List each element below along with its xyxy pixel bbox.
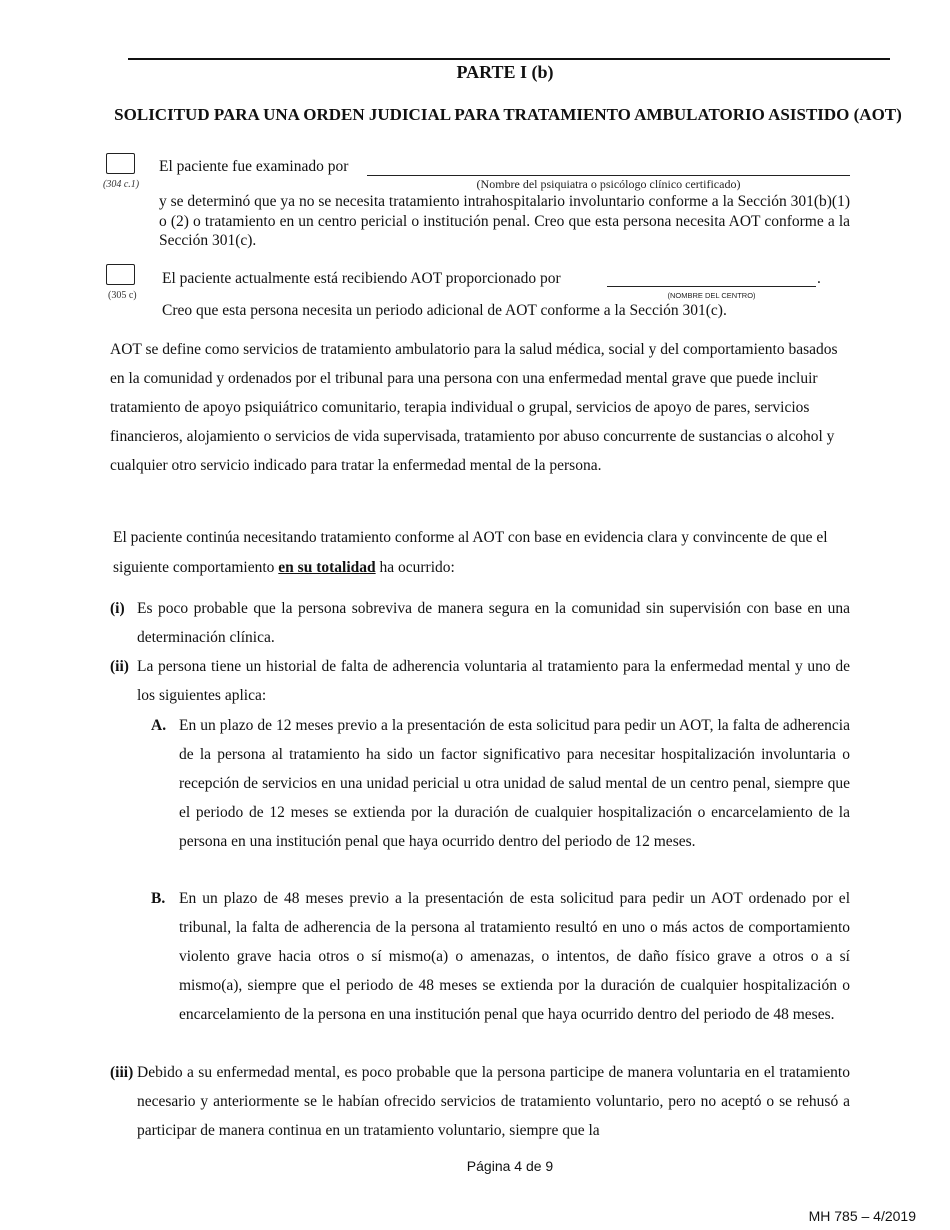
- aot-definition: AOT se define como servicios de tratamiento ambulatorio para la salud médica, social y del comportamiento basados en la comunidad y ordenados por el tribunal para una persona con una enfermedad mental grave que puede incluir tratamiento de apoyo psiquiátrico comunitario, terapia individual o grupal, servicios de apoyo de pares, servicios financieros, alojamiento o servicios de vida supervisada, tratamiento por abuso concurrente de sustancias o alcohol y cualquier otro servicio indicado para tratar la enfermedad mental de la persona.: [110, 341, 838, 474]
- criterion-ii-marker: (ii): [110, 658, 129, 675]
- criterion-a-text: En un plazo de 12 meses previo a la presentación de esta solicitud para pedir un AOT, la falta de adherencia de la persona al tratamiento ha sido un factor significativo para necesitar hospitalización involuntaria o recepción de servicios en una unidad pericial u otra unidad de salud mental de un centro penal, siempre que el periodo de 12 meses se extienda por la duración de cualquier hospitalización o encarcelamiento de la persona en una institución penal que haya ocurrido dentro del periodo de 12 meses.: [179, 717, 850, 850]
- criterion-iii-marker: (iii): [110, 1064, 134, 1081]
- checkbox-305-c[interactable]: [106, 264, 135, 285]
- page-number: Página 4 de 9: [466, 1158, 554, 1174]
- document-title: SOLICITUD PARA UNA ORDEN JUDICIAL PARA TRATAMIENTO AMBULATORIO ASISTIDO (AOT): [114, 105, 902, 124]
- code-305-c: (305 c): [108, 290, 137, 301]
- criteria-intro-after: ha ocurrido:: [375, 558, 455, 576]
- top-rule: [128, 58, 890, 60]
- checkbox-304-c1[interactable]: [106, 153, 135, 174]
- criteria-intro-before: El paciente continúa necesitando tratamiento conforme al AOT con base en evidencia clara y convincente de que el siguiente comportamiento: [113, 529, 828, 576]
- center-name-field[interactable]: [607, 286, 816, 287]
- option2-period: .: [817, 270, 821, 287]
- option1-lead: El paciente fue examinado por: [159, 158, 349, 175]
- criterion-i-text: Es poco probable que la persona sobreviva de manera segura en la comunidad sin supervisión con base en una determinación clínica.: [137, 600, 850, 646]
- criterion-i-marker: (i): [110, 600, 125, 617]
- criteria-intro: [113, 523, 853, 582]
- form-id: MH 785 – 4/2019: [808, 1208, 916, 1224]
- part-title: PARTE I (b): [456, 62, 554, 82]
- option2-lead: El paciente actualmente está recibiendo AOT proporcionado por: [162, 270, 561, 287]
- criteria-intro-emphasis: en su totalidad: [278, 558, 376, 576]
- criterion-b-text: En un plazo de 48 meses previo a la presentación de esta solicitud para pedir un AOT ordenado por el tribunal, la falta de adherencia de la persona al tratamiento resultó en uno o más actos de comportamiento violento grave hacia otros o sí mismo(a) o amenazas, o intentos, de daño físico grave a otros o a sí mismo(a), siempre que el periodo de 48 meses se extienda por la duración de cualquier hospitalización o encarcelamiento de la persona en una institución penal que haya ocurrido dentro del periodo de 48 meses.: [179, 890, 850, 1023]
- center-name-caption: (NOMBRE DEL CENTRO): [667, 291, 756, 300]
- option1-continuation: y se determinó que ya no se necesita tratamiento intrahospitalario involuntario conforme a la Sección 301(b)(1) o (2) o tratamiento en un centro pericial o institución penal. Creo que esta persona necesita AOT conforme a la Sección 301(c).: [159, 193, 850, 249]
- examiner-name-caption: (Nombre del psiquiatra o psicólogo clínico certificado): [476, 177, 741, 191]
- examiner-name-field[interactable]: [367, 175, 850, 176]
- criterion-iii-text: Debido a su enfermedad mental, es poco probable que la persona participe de manera voluntaria en el tratamiento necesario y anteriormente se le habían ofrecido servicios de tratamiento voluntario, pero no aceptó o se rehusó a participar de manera continua en un tratamiento voluntario, siempre que la: [137, 1064, 850, 1139]
- criterion-a-marker: A.: [151, 717, 167, 734]
- criterion-b-marker: B.: [151, 890, 166, 907]
- option2-continuation: Creo que esta persona necesita un periodo adicional de AOT conforme a la Sección 301(c).: [162, 302, 727, 319]
- code-304-c1: (304 c.1): [103, 179, 140, 190]
- criterion-ii-text: La persona tiene un historial de falta de adherencia voluntaria al tratamiento para la enfermedad mental y uno de los siguientes aplica:: [137, 658, 850, 704]
